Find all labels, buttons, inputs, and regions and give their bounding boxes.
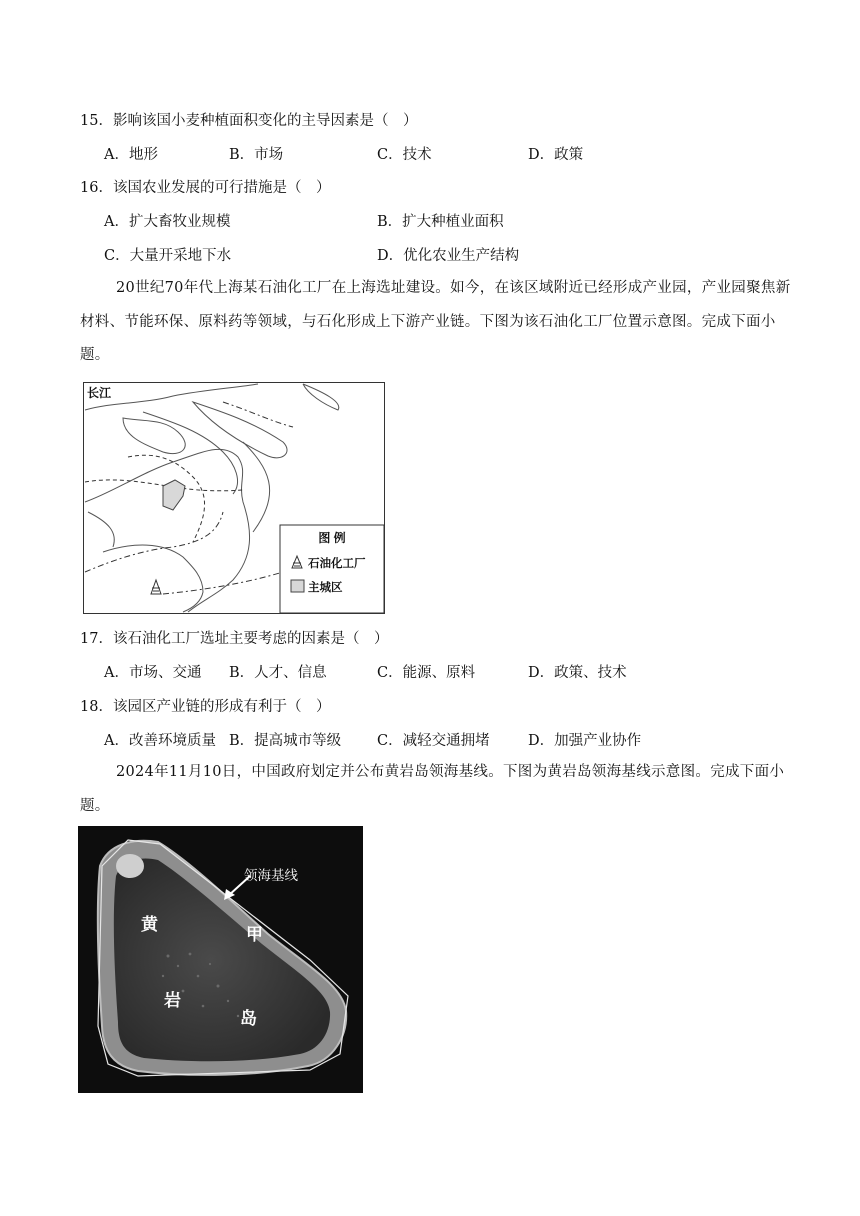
huangyan-island-baseline-map (78, 826, 363, 1093)
q15-option-d[interactable]: D．政策 (528, 147, 584, 163)
islet (116, 854, 144, 878)
q18-option-a[interactable]: A．改善环境质量 (104, 733, 216, 749)
petrochemical-location-map (83, 382, 385, 614)
legend-factory-label: 石油化工厂 (308, 558, 366, 570)
question-18-stem: 18．该园区产业链的形成有利于（ ） (80, 699, 331, 715)
q17-option-a[interactable]: A．市场、交通 (104, 665, 202, 681)
q17-option-b[interactable]: B．人才、信息 (229, 665, 327, 681)
q16-option-d[interactable]: D．优化农业生产结构 (377, 248, 520, 264)
q15-option-a[interactable]: A．地形 (104, 147, 158, 163)
island-char-huang: 黄 (141, 915, 158, 934)
question-16-stem: 16．该国农业发展的可行措施是（ ） (80, 180, 331, 196)
q16-option-b[interactable]: B．扩大种植业面积 (377, 214, 504, 230)
island-char-yan: 岩 (164, 991, 181, 1010)
q18-option-b[interactable]: B．提高城市等级 (229, 733, 342, 749)
q16-option-c[interactable]: C．大量开采地下水 (104, 248, 232, 264)
label-jia: 甲 (246, 925, 263, 944)
legend-city-label: 主城区 (308, 582, 343, 594)
legend-city-icon (291, 580, 304, 592)
q15-option-b[interactable]: B．市场 (229, 147, 284, 163)
q15-option-c[interactable]: C．技术 (377, 147, 432, 163)
q16-option-a[interactable]: A．扩大畜牧业规模 (104, 214, 231, 230)
question-17-stem: 17．该石油化工厂选址主要考虑的因素是（ ） (80, 631, 389, 647)
river-label: 长江 (87, 386, 112, 400)
island-char-dao: 岛 (240, 1009, 257, 1028)
q18-option-c[interactable]: C．减轻交通拥堵 (377, 733, 490, 749)
baseline-label: 领海基线 (244, 868, 298, 883)
passage-huangyan-island: 2024年11月10日，中国政府划定并公布黄岩岛领海基线。下图为黄岩岛领海基线示意图。完成下面小题。 (80, 764, 785, 814)
q17-option-c[interactable]: C．能源、原料 (377, 665, 476, 681)
legend-title: 图 例 (318, 531, 346, 545)
question-15-stem: 15．影响该国小麦种植面积变化的主导因素是（ ） (80, 113, 418, 129)
map-legend (280, 525, 384, 613)
passage-shanghai-petrochemical: 20世纪70年代上海某石油化工厂在上海选址建设。如今，在该区域附近已经形成产业园，产业园聚焦新材料、节能环保、原料药等领域，与石化形成上下游产业链。下图为该石油化工厂位置示意图。完成下面小题。 (80, 280, 791, 363)
q17-option-d[interactable]: D．政策、技术 (528, 665, 627, 681)
q18-option-d[interactable]: D．加强产业协作 (528, 733, 642, 749)
